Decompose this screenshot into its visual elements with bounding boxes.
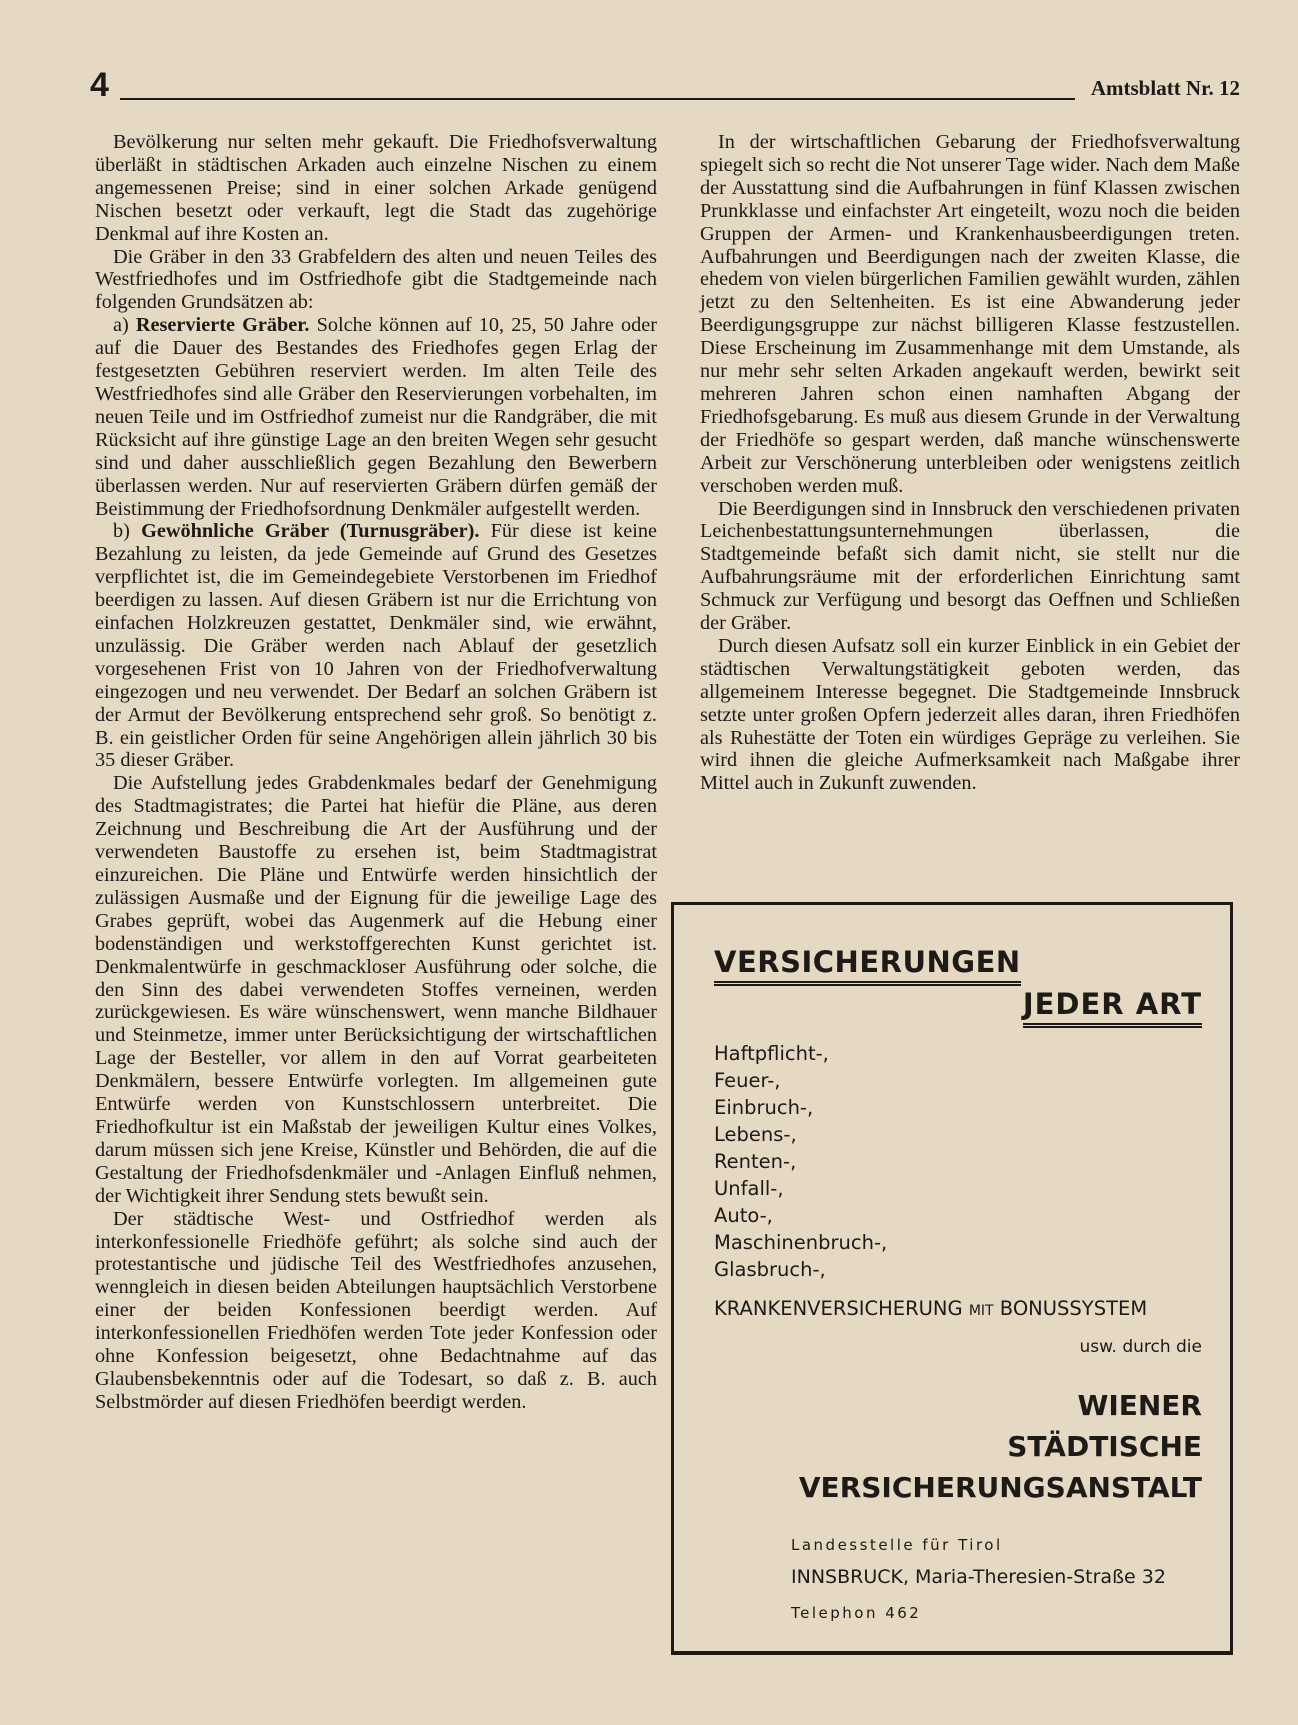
company-name-line: VERSICHERUNGSANSTALT xyxy=(798,1471,1202,1504)
paragraph: Die Aufstellung jedes Grabdenkmales bedarf der Genehmigung des Stadtmagistrates; die Partei hat hiefür die Pläne, aus deren Zeichnung und Beschreibung die Art der Ausführung und der verwendeten Baustoffe zu ersehen ist, beim Stadtmagistrat einzureichen. Die Pläne und Entwürfe werden hinsichtlich der zulässigen Ausmaße und der Eignung für die jeweilige Lage des Grabes geprüft, wobei das Augenmerk auf die Hebung einer bodenständigen und werkstoffgerechten Kunst gerichtet ist. Denkmalentwürfe in geschmackloser Ausführung oder solche, die den Sinn des dabei verwendeten Stoffes verneinen, werden zurückgewiesen. Es wäre wünschenswert, wenn manche Bildhauer und Steinmetze, immer unter Berücksichtigung der wirtschaftlichen Lage der Besteller, vor allem in den auf Vorrat gearbeiteten Denkmälern, bessere Entwürfe vorlegten. Im allgemeinen gute Entwürfe werden von Kunstschlossern unterbreitet. Die Friedhofkultur ist ein Maßstab der jeweiligen Kultur eines Volkes, darum müssen sich jene Kreise, Künstler und Behörden, die auf die Gestaltung der Friedhofsdenkmäler und -Anlagen Einfluß nehmen, der Wichtigkeit ihrer Sendung stets bewußt sein. xyxy=(95,772,657,1207)
insurance-types-list xyxy=(714,1040,887,1283)
paragraph: Die Gräber in den 33 Grabfeldern des alten und neuen Teiles des Westfriedhofes und im Ostfriedhofe gibt die Stadtgemeinde nach folgenden Grundsätzen ab: xyxy=(95,245,657,314)
list-item: Renten-, xyxy=(714,1150,797,1173)
kv-text: KRANKENVERSICHERUNG xyxy=(714,1297,969,1320)
address: INNSBRUCK, Maria-Theresien-Straße 32 xyxy=(791,1566,1166,1588)
insurance-advertisement xyxy=(671,902,1233,1655)
list-item: Unfall-, xyxy=(714,1177,784,1200)
ad-headline: VERSICHERUNGEN xyxy=(714,945,1021,986)
phone: Telephon 462 xyxy=(791,1604,922,1622)
list-item: Haftpflicht-, xyxy=(714,1042,829,1065)
list-item: Maschinenbruch-, xyxy=(714,1231,888,1254)
header-rule xyxy=(120,98,1075,100)
list-item: Feuer-, xyxy=(714,1069,781,1092)
paragraph-reserved-graves xyxy=(95,314,657,520)
section-heading: Reservierte Gräber. xyxy=(135,314,310,337)
list-item: Glasbruch-, xyxy=(714,1258,826,1281)
paragraph: Bevölkerung nur selten mehr gekauft. Die Friedhofsverwaltung überläßt in städtischen Arkaden auch einzelne Nischen zu einem angemessenen Preise; sind in einer solchen Arkade genügend Nischen besetzt oder verkauft, legt die Stadt das zugehörige Denkmal auf ihre Kosten an. xyxy=(95,131,657,245)
list-marker: a) xyxy=(113,314,136,337)
left-column xyxy=(95,131,657,1414)
branch-label: Landesstelle für Tirol xyxy=(791,1536,1003,1554)
list-marker: b) xyxy=(113,520,142,543)
paragraph-body: Solche können auf 10, 25, 50 Jahre oder auf die Dauer des Bestandes des Friedhofes gegen Erlag der festgesetzten Gebühren reserviert werden. Im alten Teile des Westfriedhofes sind alle Gräber den Reservierungen vorbehalten, im neuen Teile und im Ostfriedhof zumeist nur die Randgräber, die mit Rücksicht auf ihre günstige Lage an den breiten Wegen sehr gesucht sind und daher ausschließlich gegen Bezahlung den Bewerbern überlassen werden. Nur auf reservierten Gräbern dürfen gemäß der Beistimmung der Friedhofsordnung Denkmäler aufgestellt werden. xyxy=(95,314,657,520)
health-insurance-line xyxy=(714,1297,1147,1323)
ad-usw: usw. durch die xyxy=(1079,1337,1202,1357)
journal-title: Amtsblatt Nr. 12 xyxy=(1090,76,1240,100)
section-heading: Gewöhnliche Gräber (Turnusgräber). xyxy=(141,520,480,543)
right-column xyxy=(700,131,1240,795)
page-number: 4 xyxy=(90,66,109,104)
paragraph: Die Beerdigungen sind in Innsbruck den verschiedenen privaten Leichenbestattungsunternehmungen überlassen, die Stadtgemeinde befaßt sich damit nicht, sie stellt nur die Aufbahrungsräume mit der erforderlichen Einrichtung samt Schmuck zur Verfügung und besorgt das Oeffnen und Schließen der Gräber. xyxy=(700,497,1240,635)
company-name-line: STÄDTISCHE xyxy=(1007,1430,1202,1463)
paragraph-regular-graves xyxy=(95,520,657,772)
list-item: Lebens-, xyxy=(714,1123,797,1146)
ad-subheadline: JEDER ART xyxy=(1023,987,1202,1028)
kv-text: BONUSSYSTEM xyxy=(993,1297,1148,1320)
company-name-line: WIENER xyxy=(1077,1389,1202,1422)
paragraph: Durch diesen Aufsatz soll ein kurzer Einblick in ein Gebiet der städtischen Verwaltungstätigkeit geboten werden, das allgemeinem Interesse begegnet. Die Stadtgemeinde Innsbruck setzte unter großen Opfern jederzeit alles daran, ihren Friedhöfen als Ruhestätte der Toten ein würdiges Gepräge zu verleihen. Sie wird ihnen die gleiche Aufmerksamkeit nach Maßgabe ihrer Mittel auch in Zukunft zuwenden. xyxy=(700,634,1240,795)
list-item: Auto-, xyxy=(714,1204,773,1227)
paragraph: Der städtische West- und Ostfriedhof werden als interkonfessionelle Friedhöfe geführt; als solche sind auch der protestantische und jüdische Teil des Westfriedhofes anzusehen, wenngleich in diesen beiden Abteilungen hauptsächlich Verstorbene einer der beiden Konfessionen beerdigt werden. Auf interkonfessionellen Friedhöfen werden Tote jeder Konfession oder ohne Konfession beigesetzt, ohne Bedachtnahme auf das Glaubensbekenntnis oder auf die Todesart, so daß z. B. auch Selbstmörder auf diesen Friedhöfen beerdigt werden. xyxy=(95,1207,657,1413)
company-name xyxy=(799,1385,1202,1508)
list-item: Einbruch-, xyxy=(714,1096,814,1119)
paragraph: In der wirtschaftlichen Gebarung der Friedhofsverwaltung spiegelt sich so recht die Not unserer Tage wider. Nach dem Maße der Ausstattung sind die Aufbahrungen in fünf Klassen zwischen Prunkklasse und einfachster Art eingeteilt, wozu noch die beiden Gruppen der Armen- und Krankenhausbeerdigungen treten. Aufbahrungen und Beerdigungen nach der zweiten Klasse, die ehedem von vielen bürgerlichen Familien gewählt wurden, zählen jetzt zu den Seltenheiten. Es ist eine Abwanderung jeder Beerdigungsgruppe zur nächst billigeren Klasse festzustellen. Diese Erscheinung im Zusammenhange mit dem Umstande, als nur mehr sehr selten Arkaden angekauft werden, bewirkt seit mehreren Jahren schon einen namhaften Abgang der Friedhofsgebarung. Es muß aus diesem Grunde in der Verwaltung der Friedhöfe so gespart werden, daß manche wünschenswerte Arbeit zur Verschönerung unterbleiben oder wenigstens zeitlich verschoben werden muß. xyxy=(700,131,1240,497)
kv-text: MIT xyxy=(968,1303,994,1319)
paragraph-body: Für diese ist keine Bezahlung zu leisten, da jede Gemeinde auf Grund des Gesetzes verpflichtet ist, die im Gemeindegebiete Verstorbenen im Friedhof beerdigen zu lassen. Auf diesen Gräbern ist nur die Errichtung von einfachen Holzkreuzen gestattet, Denkmäler sind, wie erwähnt, unzulässig. Die Gräber werden nach Ablauf der gesetzlich vorgesehenen Frist von 10 Jahren von der Friedhofverwaltung eingezogen und neu verwendet. Der Bedarf an solchen Gräbern ist der Armut der Bevölkerung entsprechend sehr groß. So benötigt z. B. ein geistlicher Orden für seine Angehörigen allein jährlich 30 bis 35 dieser Gräber. xyxy=(95,520,657,772)
page-header xyxy=(90,66,1240,106)
